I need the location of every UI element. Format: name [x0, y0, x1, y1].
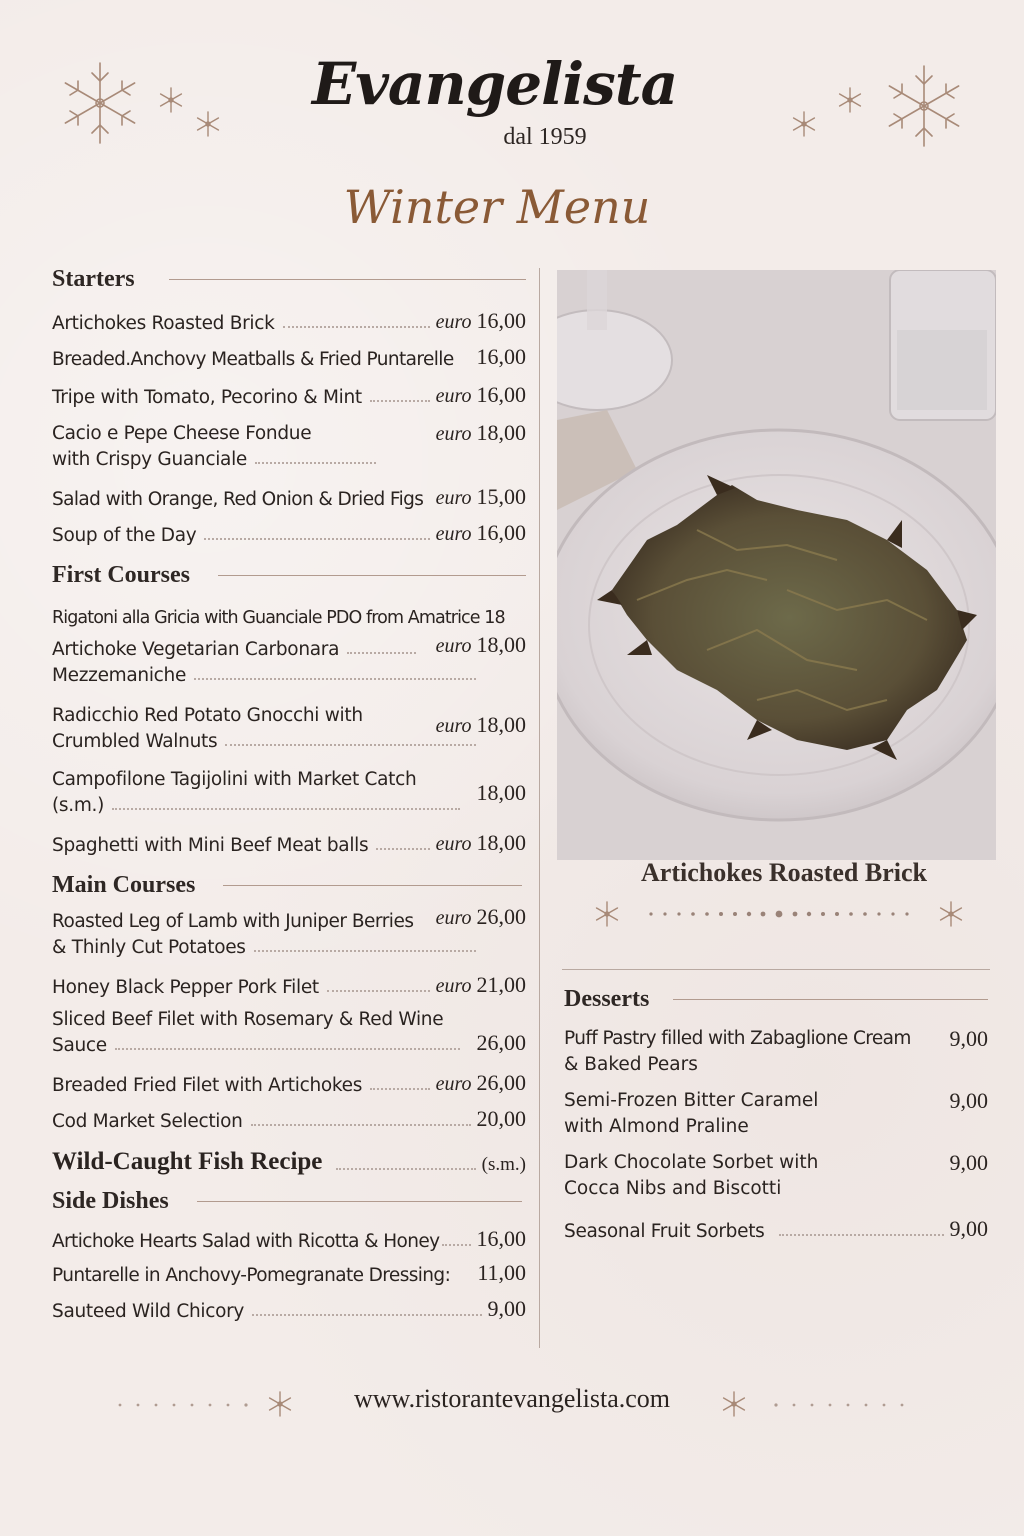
- left-column: [52, 262, 526, 1322]
- snowflake-icon: [788, 108, 820, 140]
- snowflake-icon: [834, 84, 866, 116]
- menu-item: Campofilone Tagijolini with Market Catch (s.m.) 18,00: [52, 769, 526, 816]
- menu-item-special: Wild-Caught Fish Recipe (s.m.): [52, 1148, 526, 1175]
- menu-title: Winter Menu: [343, 180, 651, 234]
- snowflake-icon: [941, 902, 962, 926]
- snowflake-icon: [597, 902, 618, 926]
- menu-item: Artichoke Hearts Salad with Ricotta & Honey 16,00: [52, 1226, 526, 1252]
- menu-item: Breaded.Anchovy Meatballs & Fried Puntarelle 16,00: [52, 344, 526, 370]
- photo-caption: Artichokes Roasted Brick: [641, 858, 927, 887]
- section-header-starters: [52, 262, 526, 296]
- menu-item: Artichoke Vegetarian Carbonara Mezzemaniche euro 18,00: [52, 632, 526, 686]
- menu-item: Semi-Frozen Bitter Caramel with Almond Praline 9,00: [564, 1088, 988, 1137]
- menu-item: Artichokes Roasted Brick euro 16,00: [52, 308, 526, 334]
- artichoke-plate-illustration: [557, 270, 996, 860]
- snowflake-icon: [270, 1392, 291, 1416]
- section-title: Side Dishes: [52, 1187, 169, 1214]
- section-title: Desserts: [564, 985, 650, 1012]
- desserts-column: [564, 982, 988, 1242]
- menu-item: Cacio e Pepe Cheese Fondue with Crispy Guanciale euro 18,00: [52, 420, 526, 470]
- desserts-top-rule: [562, 969, 990, 970]
- section-header-first-courses: [52, 558, 526, 592]
- restaurant-logo: Evangelista: [312, 50, 678, 118]
- section-title: Main Courses: [52, 871, 196, 898]
- dish-photo: [557, 270, 996, 860]
- menu-item: Puntarelle in Anchovy-Pomegranate Dressing: 11,00: [52, 1260, 526, 1286]
- section-rule: [169, 279, 526, 280]
- menu-item: Dark Chocolate Sorbet with Cocca Nibs and Biscotti 9,00: [564, 1150, 988, 1199]
- column-divider: [539, 268, 540, 1348]
- menu-item: Sauteed Wild Chicory 9,00: [52, 1296, 526, 1322]
- section-header-desserts: [564, 982, 988, 1016]
- menu-item: Spaghetti with Mini Beef Meat balls euro 18,00: [52, 830, 526, 856]
- menu-item: Seasonal Fruit Sorbets 9,00: [564, 1216, 988, 1242]
- since-tagline: dal 1959: [503, 124, 587, 150]
- menu-item: Tripe with Tomato, Pecorino & Mint euro 16,00: [52, 382, 526, 408]
- menu-item: Rigatoni alla Gricia with Guanciale PDO from Amatrice 18: [52, 608, 505, 628]
- snowflake-icon: [52, 55, 148, 151]
- menu-item: Roasted Leg of Lamb with Juniper Berries & Thinly Cut Potatoes euro 26,00: [52, 904, 526, 958]
- menu-item: Puff Pastry filled with Zabaglione Cream & Baked Pears 9,00: [564, 1026, 988, 1075]
- section-header-main-courses: [52, 868, 526, 902]
- section-rule: [223, 885, 522, 886]
- section-rule: [197, 1201, 522, 1202]
- menu-item: Sliced Beef Filet with Rosemary & Red Wine Sauce 26,00: [52, 1009, 526, 1056]
- menu-item: Breaded Fried Filet with Artichokes euro 26,00: [52, 1070, 526, 1096]
- section-header-side-dishes: [52, 1184, 526, 1218]
- section-rule: [673, 999, 988, 1000]
- section-title: Starters: [52, 265, 135, 292]
- section-rule: [218, 575, 526, 576]
- snowflake-icon: [192, 108, 224, 140]
- menu-item: Cod Market Selection 20,00: [52, 1106, 526, 1132]
- website-url[interactable]: www.ristorantevangelista.com: [354, 1384, 670, 1413]
- caption-ornament: [585, 896, 975, 932]
- menu-item: Soup of the Day euro 16,00: [52, 520, 526, 546]
- snowflake-icon: [155, 84, 187, 116]
- menu-item: Radicchio Red Potato Gnocchi with Crumbled Walnuts euro 18,00: [52, 705, 526, 752]
- menu-item: Salad with Orange, Red Onion & Dried Figs euro 15,00: [52, 484, 526, 510]
- menu-item: Honey Black Pepper Pork Filet euro 21,00: [52, 972, 526, 998]
- section-title: First Courses: [52, 561, 190, 588]
- snowflake-icon: [876, 58, 972, 154]
